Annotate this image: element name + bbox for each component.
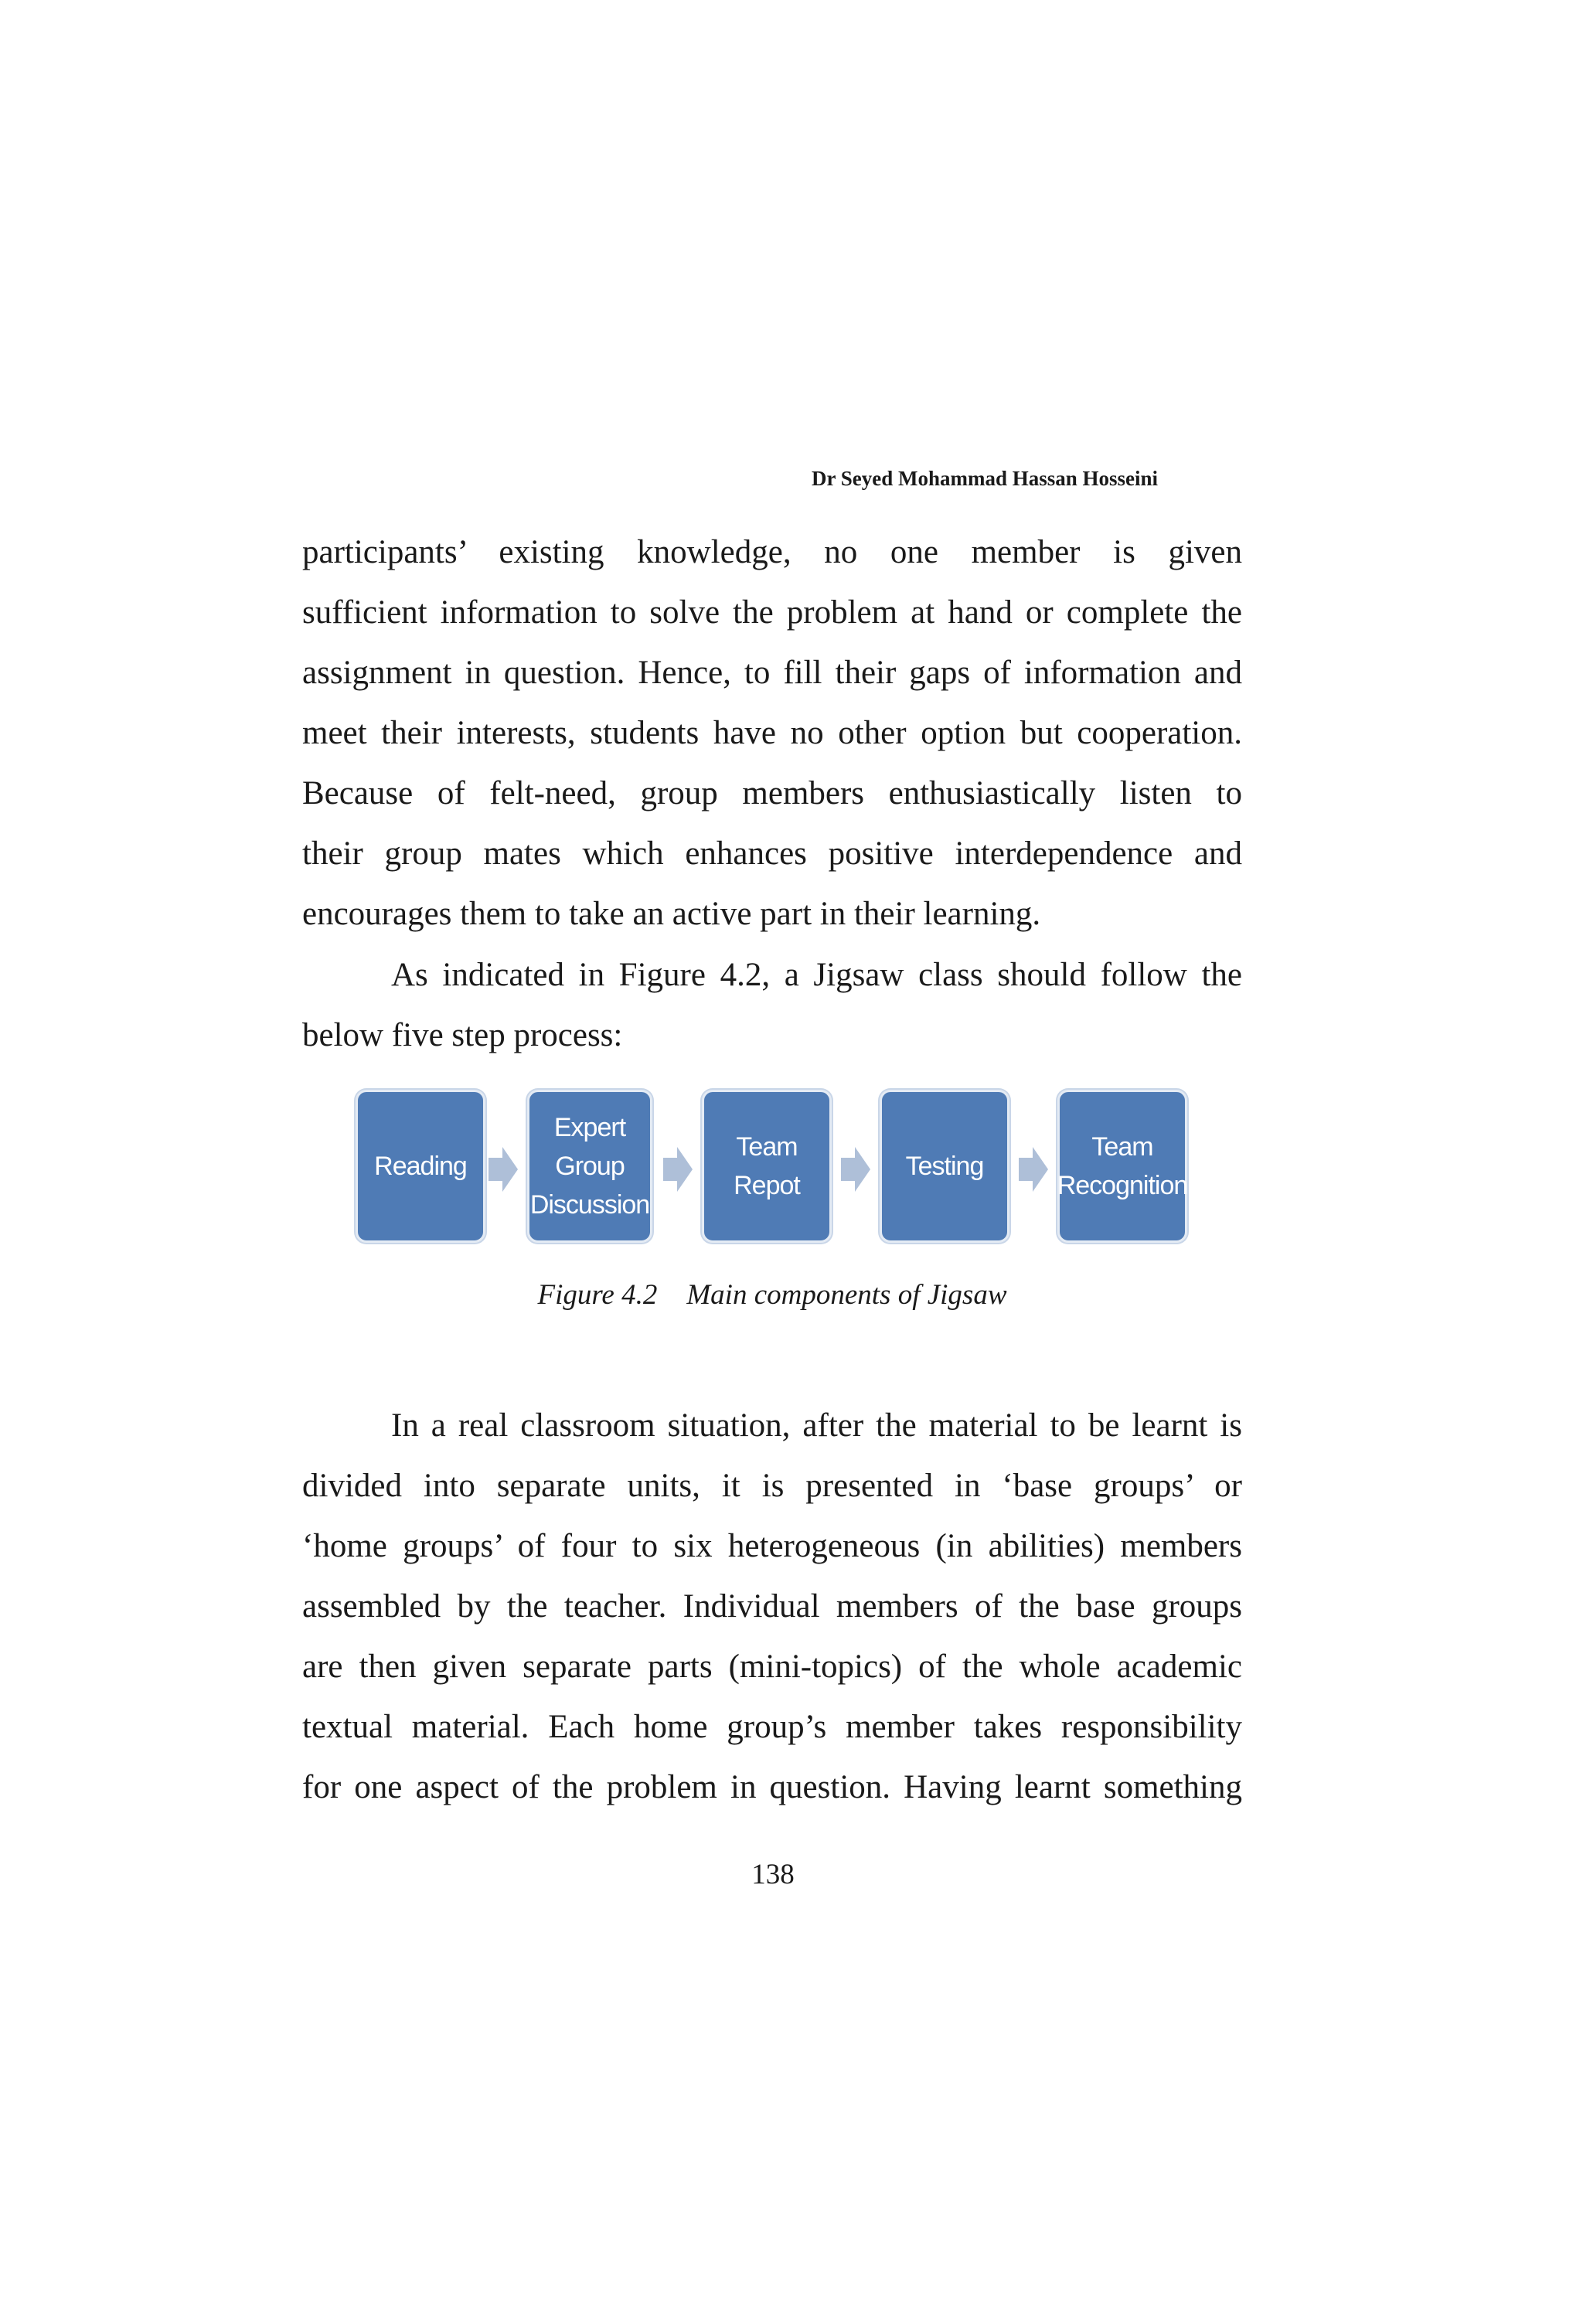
text-line: meet their interests, students have no other option but cooperation.	[302, 715, 1242, 751]
text-line: their group mates which enhances positive interdependence and	[302, 835, 1242, 872]
text-line: sufficient information to solve the problem at hand or complete the	[302, 594, 1242, 631]
text-line: for one aspect of the problem in question. Having learnt something	[302, 1769, 1242, 1805]
text-line: ‘home groups’ of four to six heterogeneous (in abilities) members	[302, 1528, 1242, 1564]
step-label: Expert	[553, 1113, 626, 1142]
step-expert-group-discussion	[527, 1090, 652, 1243]
text-line: below five step process:	[302, 1017, 623, 1053]
figure-title: Main components of Jigsaw	[686, 1279, 1007, 1311]
text-line: participants’ existing knowledge, no one member is given	[302, 534, 1242, 570]
step-label: Discussion	[529, 1190, 650, 1220]
step-team-repot	[702, 1090, 832, 1243]
jigsaw-process-diagram	[356, 1090, 1190, 1248]
text-line: divided into separate units, it is presented in ‘base groups’ or	[302, 1468, 1242, 1504]
arrow-right-icon	[489, 1147, 518, 1192]
paragraph-2	[302, 945, 1242, 1066]
step-team-recognition	[1057, 1090, 1187, 1243]
figure-number: Figure 4.2	[537, 1279, 658, 1311]
step-testing	[880, 1090, 1009, 1243]
arrow-right-icon	[663, 1147, 693, 1192]
page-number: 138	[751, 1859, 795, 1890]
arrow-right-icon	[841, 1147, 870, 1192]
text-line: As indicated in Figure 4.2, a Jigsaw class should follow the	[391, 957, 1242, 993]
text-line: In a real classroom situation, after the material to be learnt is	[391, 1407, 1242, 1444]
figure-caption	[302, 1278, 1242, 1312]
step-reading	[356, 1090, 485, 1243]
step-label: Reading	[374, 1152, 467, 1181]
paragraph-3	[302, 1396, 1242, 1818]
text-line: assignment in question. Hence, to fill their gaps of information and	[302, 655, 1242, 691]
step-label: Group	[555, 1152, 625, 1181]
text-line: are then given separate parts (mini-topics) of the whole academic	[302, 1649, 1242, 1685]
text-line: encourages them to take an active part in their learning.	[302, 896, 1041, 932]
text-line: Because of felt-need, group members enthusiastically listen to	[302, 775, 1242, 812]
step-label: Team	[1091, 1132, 1153, 1162]
step-label: Testing	[905, 1152, 984, 1181]
running-head: Dr Seyed Mohammad Hassan Hosseini	[812, 467, 1159, 490]
text-line: textual material. Each home group’s member takes responsibility	[302, 1709, 1242, 1745]
paragraph-1	[302, 522, 1242, 944]
arrow-right-icon	[1019, 1147, 1048, 1192]
step-label: Recognition	[1057, 1171, 1188, 1200]
text-line: assembled by the teacher. Individual members of the base groups	[302, 1588, 1242, 1625]
step-label: Team Repot	[734, 1132, 800, 1200]
